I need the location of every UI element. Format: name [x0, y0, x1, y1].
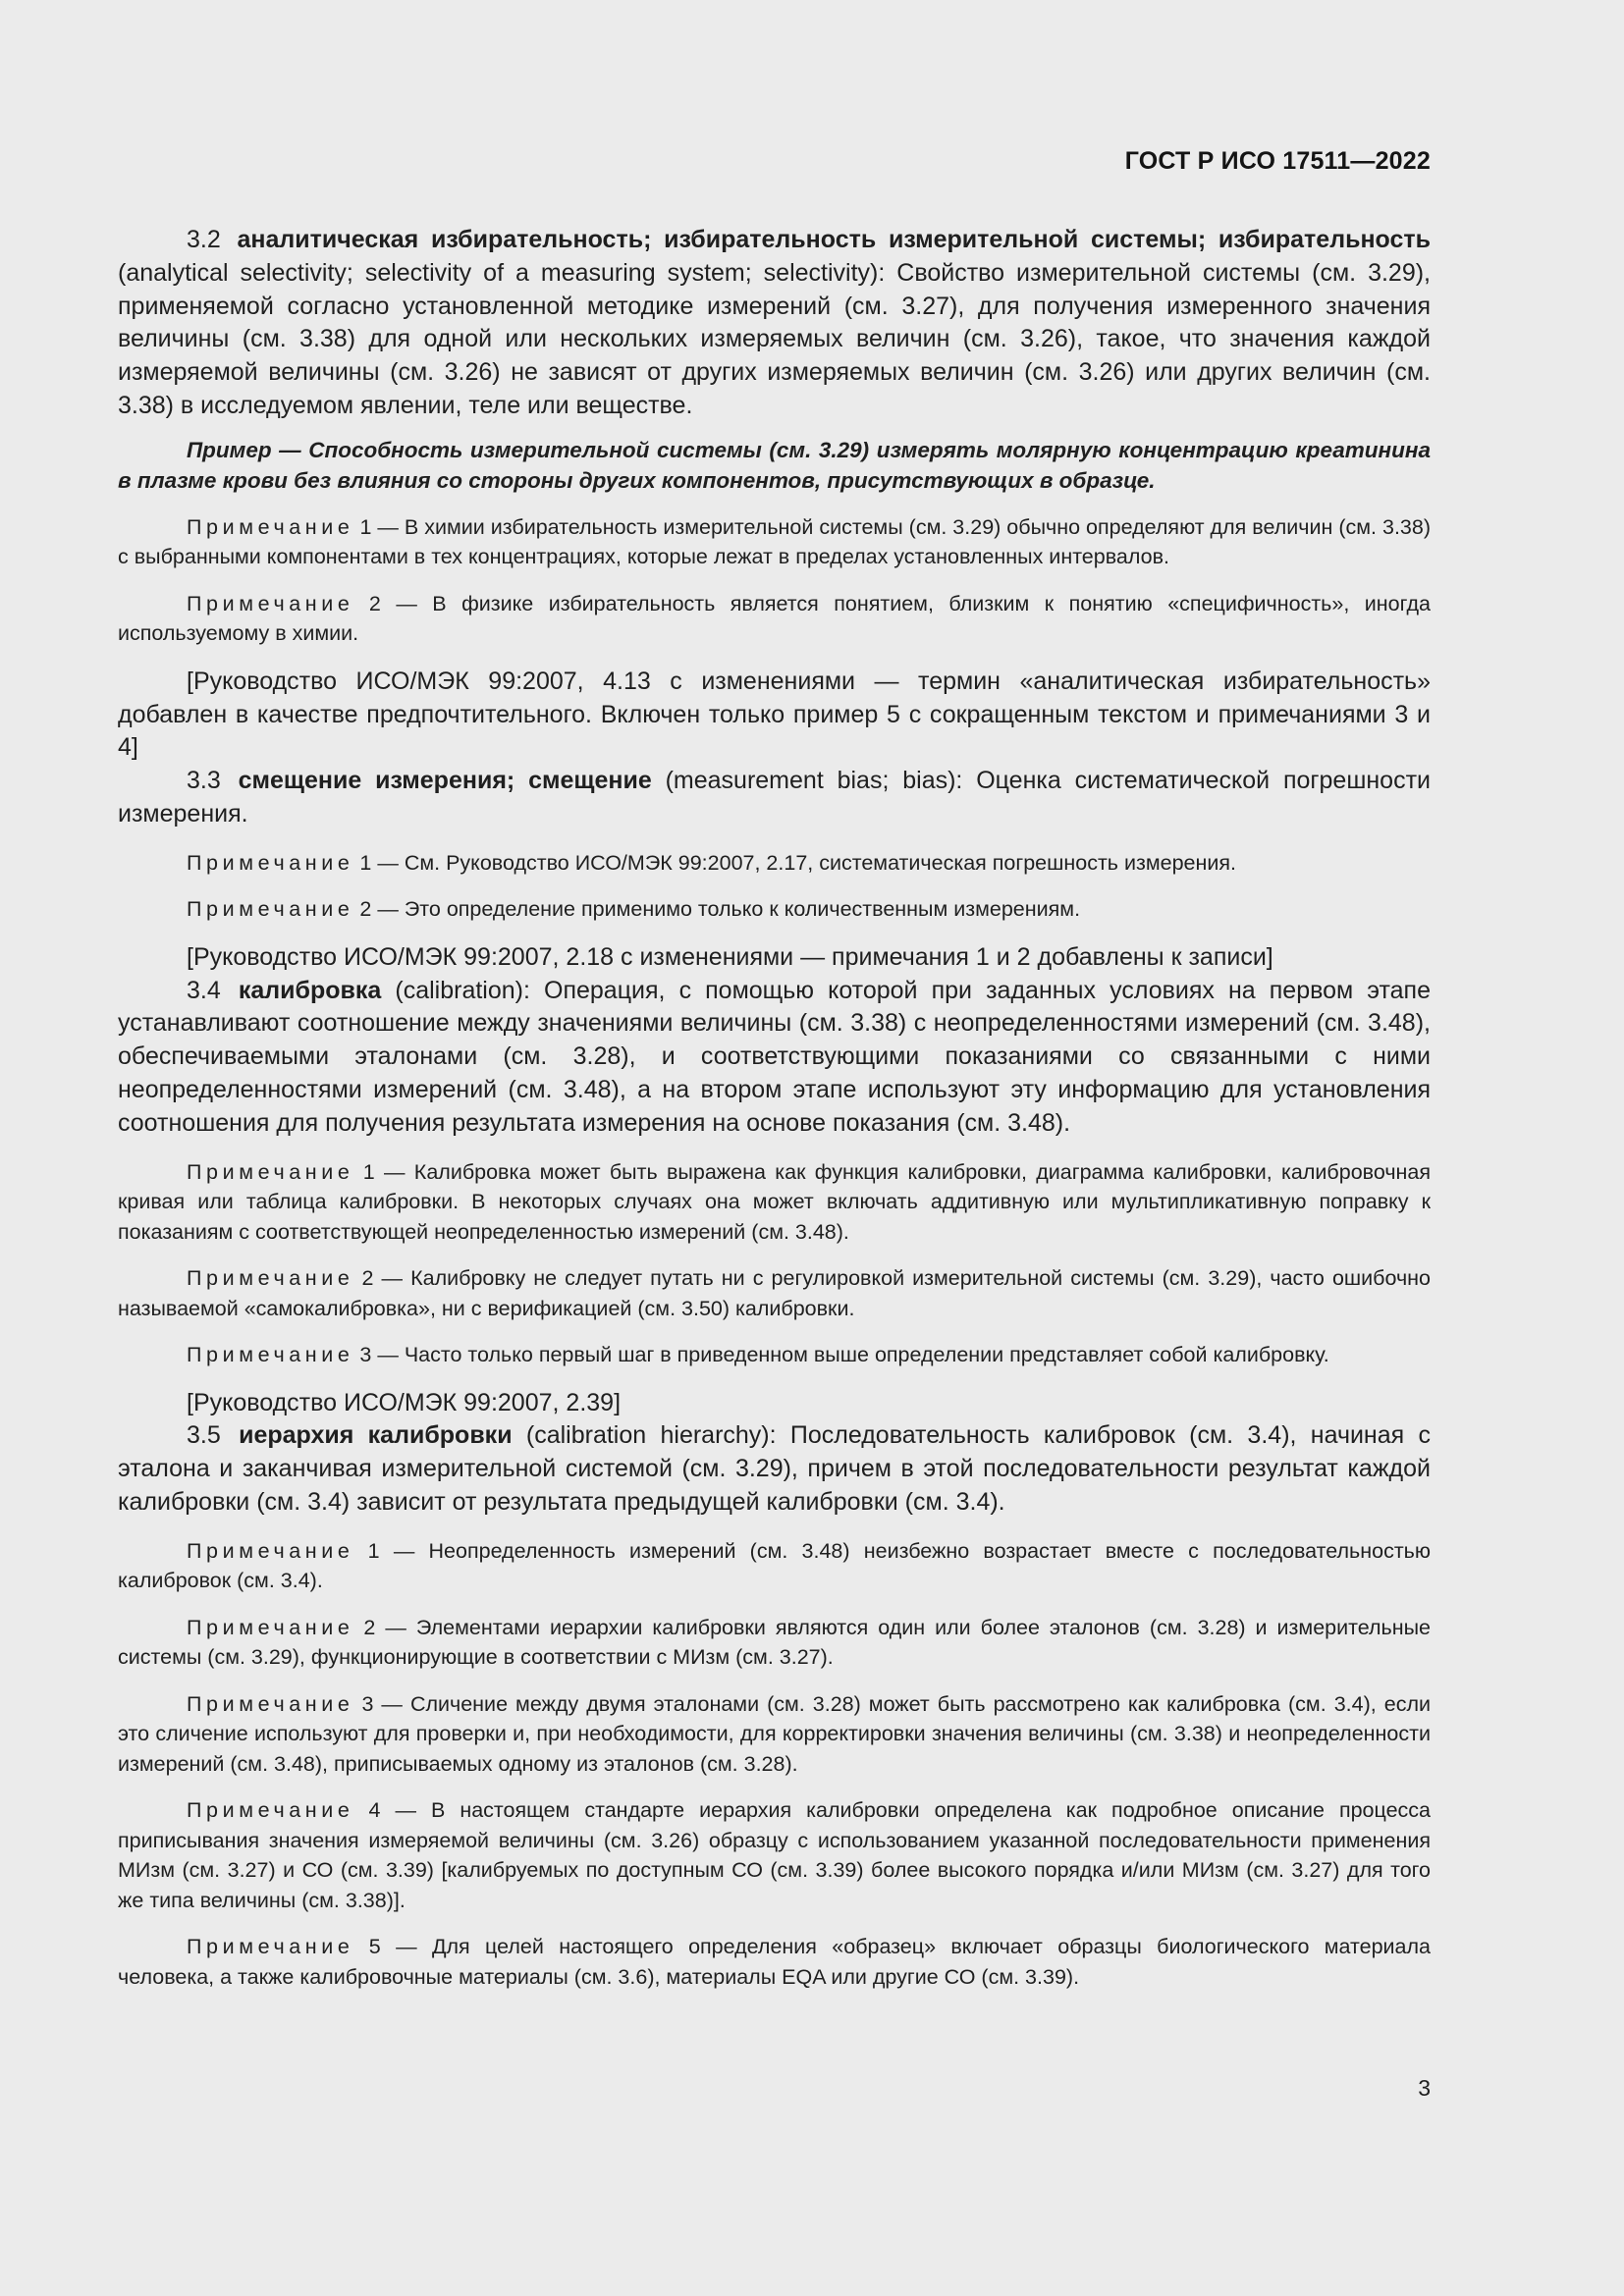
note-label: Примечание [187, 1798, 354, 1823]
note-label: Примечание [187, 1538, 354, 1563]
term-3-2-source: [Руководство ИСО/МЭК 99:2007, 4.13 с изменениями — термин «аналитическая избирательность» добавлен в качестве предпочтительного. Включен только пример 5 с сокращенным текстом и примечаниями 3 и 4] [118, 667, 1431, 762]
term-number: 3.2 [187, 226, 221, 253]
note-label: Примечание [187, 1615, 354, 1639]
term-3-4-definition [118, 975, 1431, 1141]
term-text: (analytical selectivity; selectivity of a measuring system; selectivity): Свойство измерительной системы (см. 3.29), применяемой согласно установленной методике измерений (см. 3.27), для получения измеренного значения величины (см. 3.38) для одной или нескольких измеряемых величин (см. 3.26), такое, что значения каждой измеряемой величины (см. 3.26) не зависят от других измеряемых величин (см. 3.26) или других величин (см. 3.38) в исследуемом явлении, теле или веществе. [118, 258, 1431, 419]
note-text: 4 — В настоящем стандарте иерархия калибровки определена как подробное описание процесса приписывания значения измеряемой величины (см. 3.26) образцу с использованием указанной последовательности применения МИзм (см. 3.27) и СО (см. 3.39) [калибруемых по доступным СО (см. 3.39) более высокого порядка и/или МИзм (см. 3.27) для того же типа величины (см. 3.38)]. [118, 1798, 1431, 1912]
note-label: Примечание [187, 1266, 354, 1291]
note-text: 5 — Для целей настоящего определения «образец» включает образцы биологического материала человека, а также калибровочные материалы (см. 3.6), материалы EQA или другие СО (см. 3.39). [118, 1935, 1431, 1989]
term-3-4-note-2 [118, 1263, 1431, 1323]
note-text: 2 — Это определение применимо только к количественным измерениям. [353, 897, 1081, 922]
note-text: 2 — В физике избирательность является понятием, близким к понятию «специфичность», иногда используемому в химии. [118, 591, 1431, 646]
note-text: 3 — Сличение между двумя эталонами (см. 3.28) может быть рассмотрено как калибровка (см. 3.4), если это сличение используют для проверки и, при необходимости, для корректировки значения величины (см. 3.38) и неопределенности измерений (см. 3.48), приписываемых одному из эталонов (см. 3.28). [118, 1691, 1431, 1776]
note-label: Примечание [187, 897, 354, 922]
term-3-3-note-2 [118, 894, 1431, 925]
term-3-5-note-3 [118, 1689, 1431, 1780]
note-label: Примечание [187, 1343, 354, 1367]
term-text: (calibration): Операция, с помощью которой при заданных условиях на первом этапе устанавливают соотношение между значениями величины (см. 3.38) с неопределенностями измерений (см. 3.48), обеспечиваемыми эталонами (см. 3.28), и соответствующими показаниями со связанными с ними неопределенностями измерений (см. 3.48), а на втором этапе используют эту информацию для установления соотношения для получения результата измерения на основе показания (см. 3.48). [118, 976, 1431, 1137]
note-text: 1 — В химии избирательность измерительной системы (см. 3.29) обычно определяют для величин (см. 3.38) с выбранными компонентами в тех концентрациях, которые лежат в пределах установленных интервалов. [118, 514, 1431, 569]
note-label: Примечание [187, 1691, 354, 1716]
term-3-3-note-1 [118, 848, 1431, 879]
note-text: 1 — Калибровка может быть выражена как функция калибровки, диаграмма калибровки, калибровочная кривая или таблица калибровки. В некоторых случаях она может включать аддитивную или мультипликативную поправку к показаниям с соответствующей неопределенностью измерений (см. 3.48). [118, 1159, 1431, 1244]
term-3-2-note-2 [118, 589, 1431, 649]
term-name: смещение измерения; смещение [238, 767, 652, 795]
term-3-3-definition [118, 765, 1431, 831]
term-text: (calibration hierarchy): Последовательность калибровок (см. 3.4), начиная с эталона и заканчивая измерительной системой (см. 3.29), причем в этой последовательности результат каждой калибровки (см. 3.4) зависит от результата предыдущей калибровки (см. 3.4). [118, 1421, 1431, 1516]
term-3-2-example: Пример — Способность измерительной системы (см. 3.29) измерять молярную концентрацию креатинина в плазме крови без влияния со стороны других компонентов, присутствующих в образце. [118, 437, 1431, 493]
term-3-2-note-1 [118, 512, 1431, 572]
term-3-2-definition [118, 224, 1431, 423]
term-3-5-note-5 [118, 1932, 1431, 1992]
page-number: 3 [1418, 2075, 1431, 2101]
term-3-5-note-2 [118, 1613, 1431, 1673]
note-label: Примечание [187, 1935, 354, 1959]
term-number: 3.3 [187, 767, 221, 795]
note-text: 2 — Элементами иерархии калибровки являются один или более эталонов (см. 3.28) и измерительные системы (см. 3.29), функционирующие в соответствии с МИзм (см. 3.27). [118, 1615, 1431, 1670]
term-text: (measurement bias; bias): Оценка систематической погрешности измерения. [118, 767, 1432, 828]
term-number: 3.4 [187, 976, 221, 1004]
term-name: калибровка [238, 976, 382, 1004]
term-3-5-definition [118, 1419, 1431, 1519]
page-content [118, 224, 1431, 1992]
term-name: иерархия калибровки [239, 1421, 513, 1450]
note-text: 1 — Неопределенность измерений (см. 3.48) неизбежно возрастает вместе с последовательностью калибровок (см. 3.4). [118, 1538, 1431, 1593]
term-3-5-note-1 [118, 1536, 1431, 1596]
term-3-4-source: [Руководство ИСО/МЭК 99:2007, 2.39] [187, 1388, 622, 1416]
note-label: Примечание [187, 1159, 354, 1184]
note-label: Примечание [187, 514, 354, 539]
note-label: Примечание [187, 850, 354, 875]
term-3-5-note-4 [118, 1795, 1431, 1915]
term-3-4-note-1 [118, 1157, 1431, 1248]
note-text: 2 — Калибровку не следует путать ни с регулировкой измерительной системы (см. 3.29), часто ошибочно называемой «самокалибровка», ни с верификацией (см. 3.50) калибровки. [118, 1266, 1431, 1320]
note-text: 3 — Часто только первый шаг в приведенном выше определении представляет собой калибровку. [353, 1343, 1329, 1367]
term-number: 3.5 [187, 1421, 221, 1450]
term-3-4-note-3 [118, 1340, 1431, 1370]
term-3-3-source: [Руководство ИСО/МЭК 99:2007, 2.18 с изменениями — примечания 1 и 2 добавлены к записи] [187, 942, 1273, 971]
note-label: Примечание [187, 591, 354, 615]
term-name: аналитическая избирательность; избирательность измерительной системы; избирательность [237, 226, 1431, 253]
note-text: 1 — См. Руководство ИСО/МЭК 99:2007, 2.17, систематическая погрешность измерения. [353, 850, 1237, 875]
document-code-header: ГОСТ Р ИСО 17511—2022 [1124, 147, 1431, 175]
